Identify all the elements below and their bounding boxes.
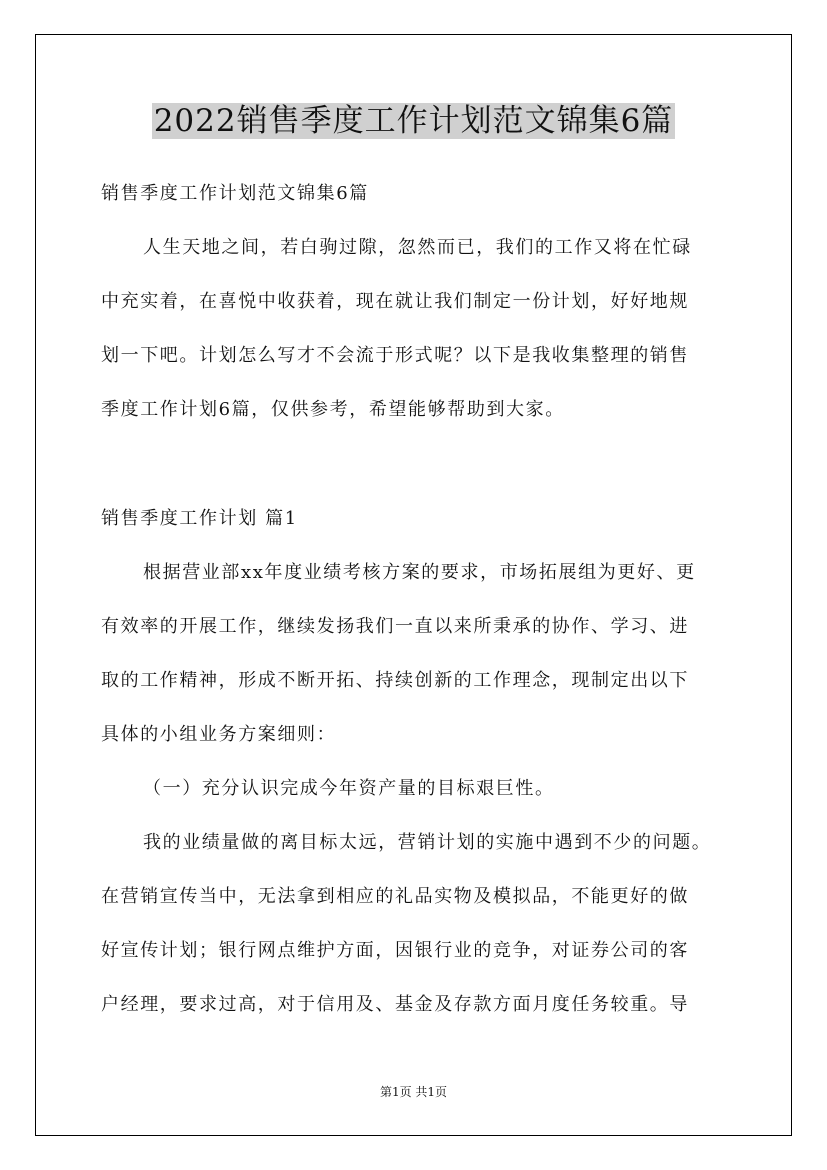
point-line: 户经理，要求过高，对于信用及、基金及存款方面月度任务较重。导 bbox=[101, 994, 689, 1015]
section-line: 取的工作精神，形成不断开拓、持续创新的工作理念，现制定出以下 bbox=[101, 670, 689, 691]
point-line: 好宣传计划；银行网点维护方面，因银行业的竞争，对证券公司的客 bbox=[101, 940, 689, 961]
section-heading: 销售季度工作计划 篇1 bbox=[101, 508, 298, 529]
document-title-text: 2022销售季度工作计划范文锦集6篇 bbox=[153, 103, 674, 139]
point-heading: （一）充分认识完成今年资产量的目标艰巨性。 bbox=[143, 778, 555, 799]
point-line: 我的业绩量做的离目标太远，营销计划的实施中遇到不少的问题。 bbox=[143, 832, 712, 853]
section-line: 具体的小组业务方案细则： bbox=[101, 724, 337, 745]
intro-line: 人生天地之间，若白驹过隙，忽然而已，我们的工作又将在忙碌 bbox=[143, 237, 692, 258]
intro-line: 划一下吧。计划怎么写才不会流于形式呢？以下是我收集整理的销售 bbox=[101, 345, 689, 366]
section-line: 有效率的开展工作，继续发扬我们一直以来所秉承的协作、学习、进 bbox=[101, 616, 689, 637]
intro-line: 季度工作计划6篇，仅供参考，希望能够帮助到大家。 bbox=[101, 399, 565, 420]
document-subtitle: 销售季度工作计划范文锦集6篇 bbox=[101, 183, 369, 204]
section-line: 根据营业部xx年度业绩考核方案的要求，市场拓展组为更好、更 bbox=[143, 562, 696, 583]
page-footer: 第1页 共1页 bbox=[379, 1085, 448, 1099]
document-title bbox=[0, 100, 827, 142]
intro-line: 中充实着，在喜悦中收获着，现在就让我们制定一份计划，好好地规 bbox=[101, 291, 689, 312]
point-line: 在营销宣传当中，无法拿到相应的礼品实物及模拟品，不能更好的做 bbox=[101, 886, 689, 907]
